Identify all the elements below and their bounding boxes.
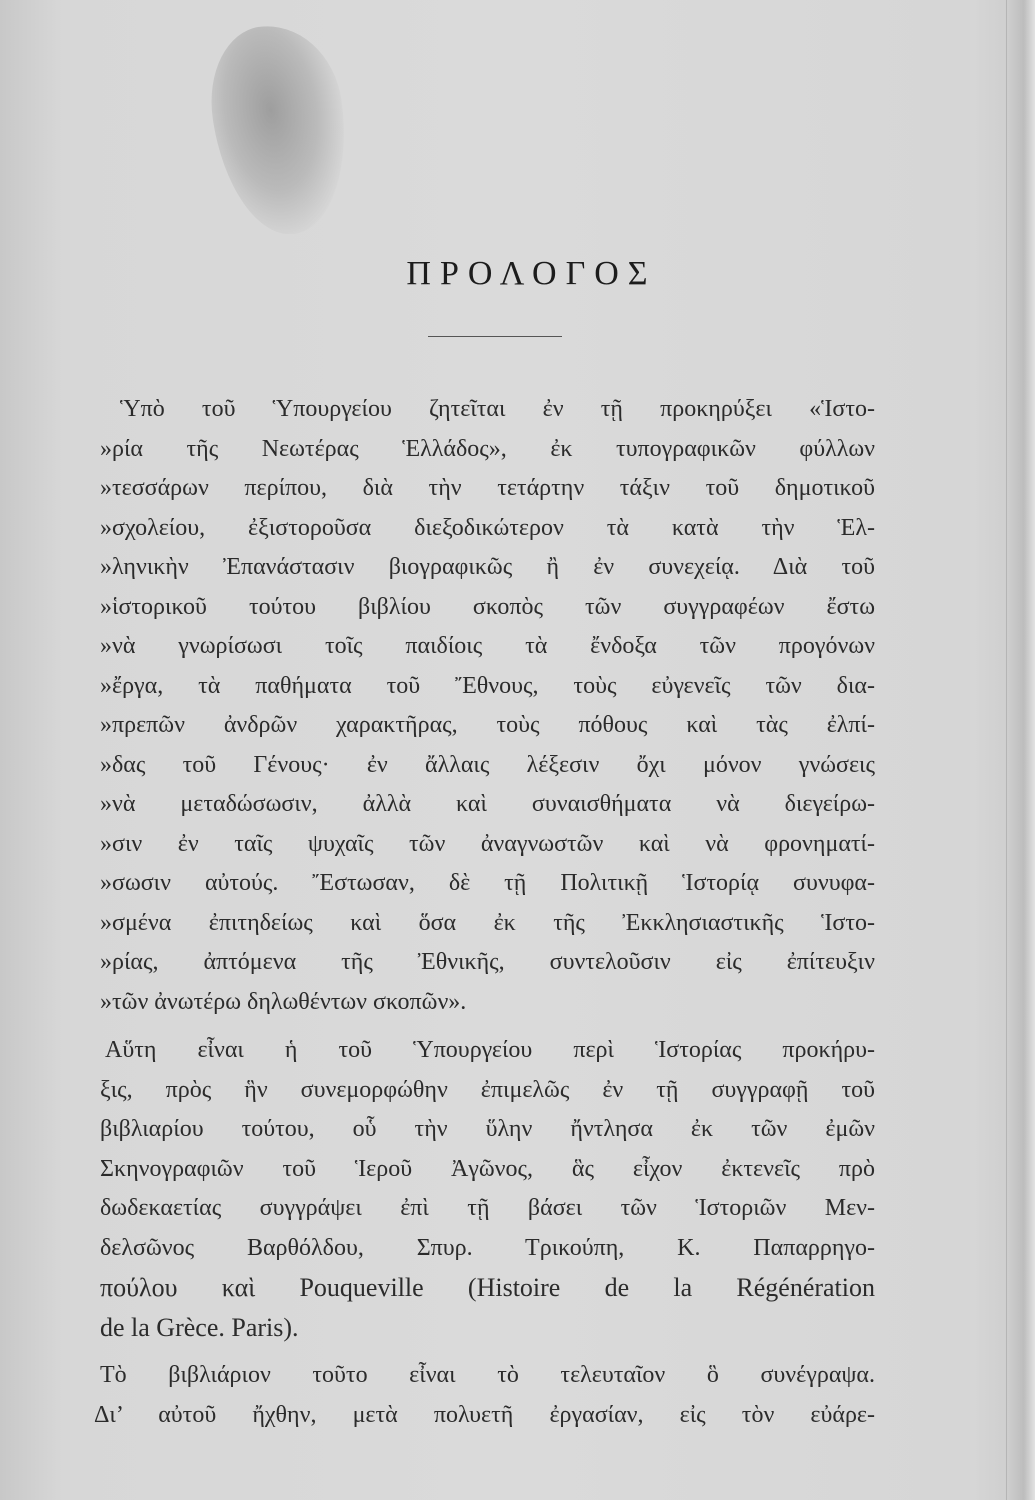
page-title: ΠΡΟΛΟΓΟΣ xyxy=(406,255,657,292)
title-rule xyxy=(428,336,562,337)
text-line: Σκηνογραφιῶν τοῦ Ἱεροῦ Ἀγῶνος, ἃς εἶχον ἐκτενεῖς πρὸ xyxy=(100,1155,875,1182)
text-line: »ρία τῆς Νεωτέρας Ἑλλάδος», ἐκ τυπογραφικῶν φύλλων xyxy=(100,435,875,462)
text-line: »πρεπῶν ἀνδρῶν χαρακτῆρας, τοὺς πόθους καὶ τὰς ἐλπί- xyxy=(100,712,875,738)
text-line: »ἱστορικοῦ τούτου βιβλίου σκοπὸς τῶν συγγραφέων ἔστω xyxy=(100,593,875,620)
text-line: »σμένα ἐπιτηδείως καὶ ὅσα ἐκ τῆς Ἐκκλησιαστικῆς Ἱστο- xyxy=(100,909,875,936)
text-line: de la Grèce. Paris). xyxy=(100,1312,299,1342)
text-line: »σιν ἐν ταῖς ψυχαῖς τῶν ἀναγνωστῶν καὶ νὰ φρονηματί- xyxy=(100,830,875,857)
text-line: »τῶν ἀνωτέρω δηλωθέντων σκοπῶν». xyxy=(100,988,467,1015)
text-line: Δι’ αὐτοῦ ἤχθην, μετὰ πολυετῆ ἐργασίαν, εἰς τὸν εὐάρε- xyxy=(94,1401,875,1428)
text-line: Τὸ βιβλιάριον τοῦτο εἶναι τὸ τελευταῖον ὃ συνέγραψα. xyxy=(100,1362,875,1388)
text-line: »δας τοῦ Γένους· ἐν ἄλλαις λέξεσιν ὄχι μόνον γνώσεις xyxy=(100,751,875,778)
text-line: »ἔργα, τὰ παθήματα τοῦ Ἔθνους, τοὺς εὐγενεῖς τῶν δια- xyxy=(100,672,875,699)
text-line: ξις, πρὸς ἣν συνεμορφώθην ἐπιμελῶς ἐν τῇ συγγραφῇ τοῦ xyxy=(100,1076,875,1103)
text-line: Αὕτη εἶναι ἡ τοῦ Ὑπουργείου περὶ Ἱστορίας προκήρυ- xyxy=(105,1037,875,1063)
text-line: Ὑπὸ τοῦ Ὑπουργείου ζητεῖται ἐν τῇ προκηρύξει «Ἱστο- xyxy=(120,396,875,422)
text-line: »σχολείου, ἐξιστοροῦσα διεξοδικώτερον τὰ κατὰ τὴν Ἑλ- xyxy=(100,514,875,541)
text-line: βιβλιαρίου τούτου, οὗ τὴν ὕλην ἤντλησα ἐκ τῶν ἐμῶν xyxy=(100,1116,875,1142)
text-line: »ρίας, ἀπτόμενα τῆς Ἐθνικῆς, συντελοῦσιν εἰς ἐπίτευξιν xyxy=(100,949,875,975)
body-text xyxy=(94,390,875,1435)
text-line: »τεσσάρων περίπου, διὰ τὴν τετάρτην τάξιν τοῦ δημοτικοῦ xyxy=(100,475,875,501)
page-edge xyxy=(1006,0,1035,1500)
water-stain xyxy=(201,17,359,243)
text-line: δελσῶνος Βαρθόλδου, Σπυρ. Τρικούπη, Κ. Παπαρρηγο- xyxy=(100,1234,875,1261)
text-line: »σωσιν αὐτούς. Ἔστωσαν, δὲ τῇ Πολιτικῇ Ἱστορίᾳ συνυφα- xyxy=(100,870,875,896)
text-line: πούλου καὶ Pouqueville (Histoire de la Régénération xyxy=(100,1273,875,1302)
text-line: »νὰ γνωρίσωσι τοῖς παιδίοις τὰ ἔνδοξα τῶν προγόνων xyxy=(100,633,875,659)
text-line: »νὰ μεταδώσωσιν, ἀλλὰ καὶ συναισθήματα νὰ διεγείρω- xyxy=(100,791,875,817)
text-line: δωδεκαετίας συγγράψει ἐπὶ τῇ βάσει τῶν Ἱστοριῶν Μεν- xyxy=(100,1195,875,1221)
text-line: »ληνικὴν Ἐπανάστασιν βιογραφικῶς ἢ ἐν συνεχείᾳ. Διὰ τοῦ xyxy=(100,554,875,580)
